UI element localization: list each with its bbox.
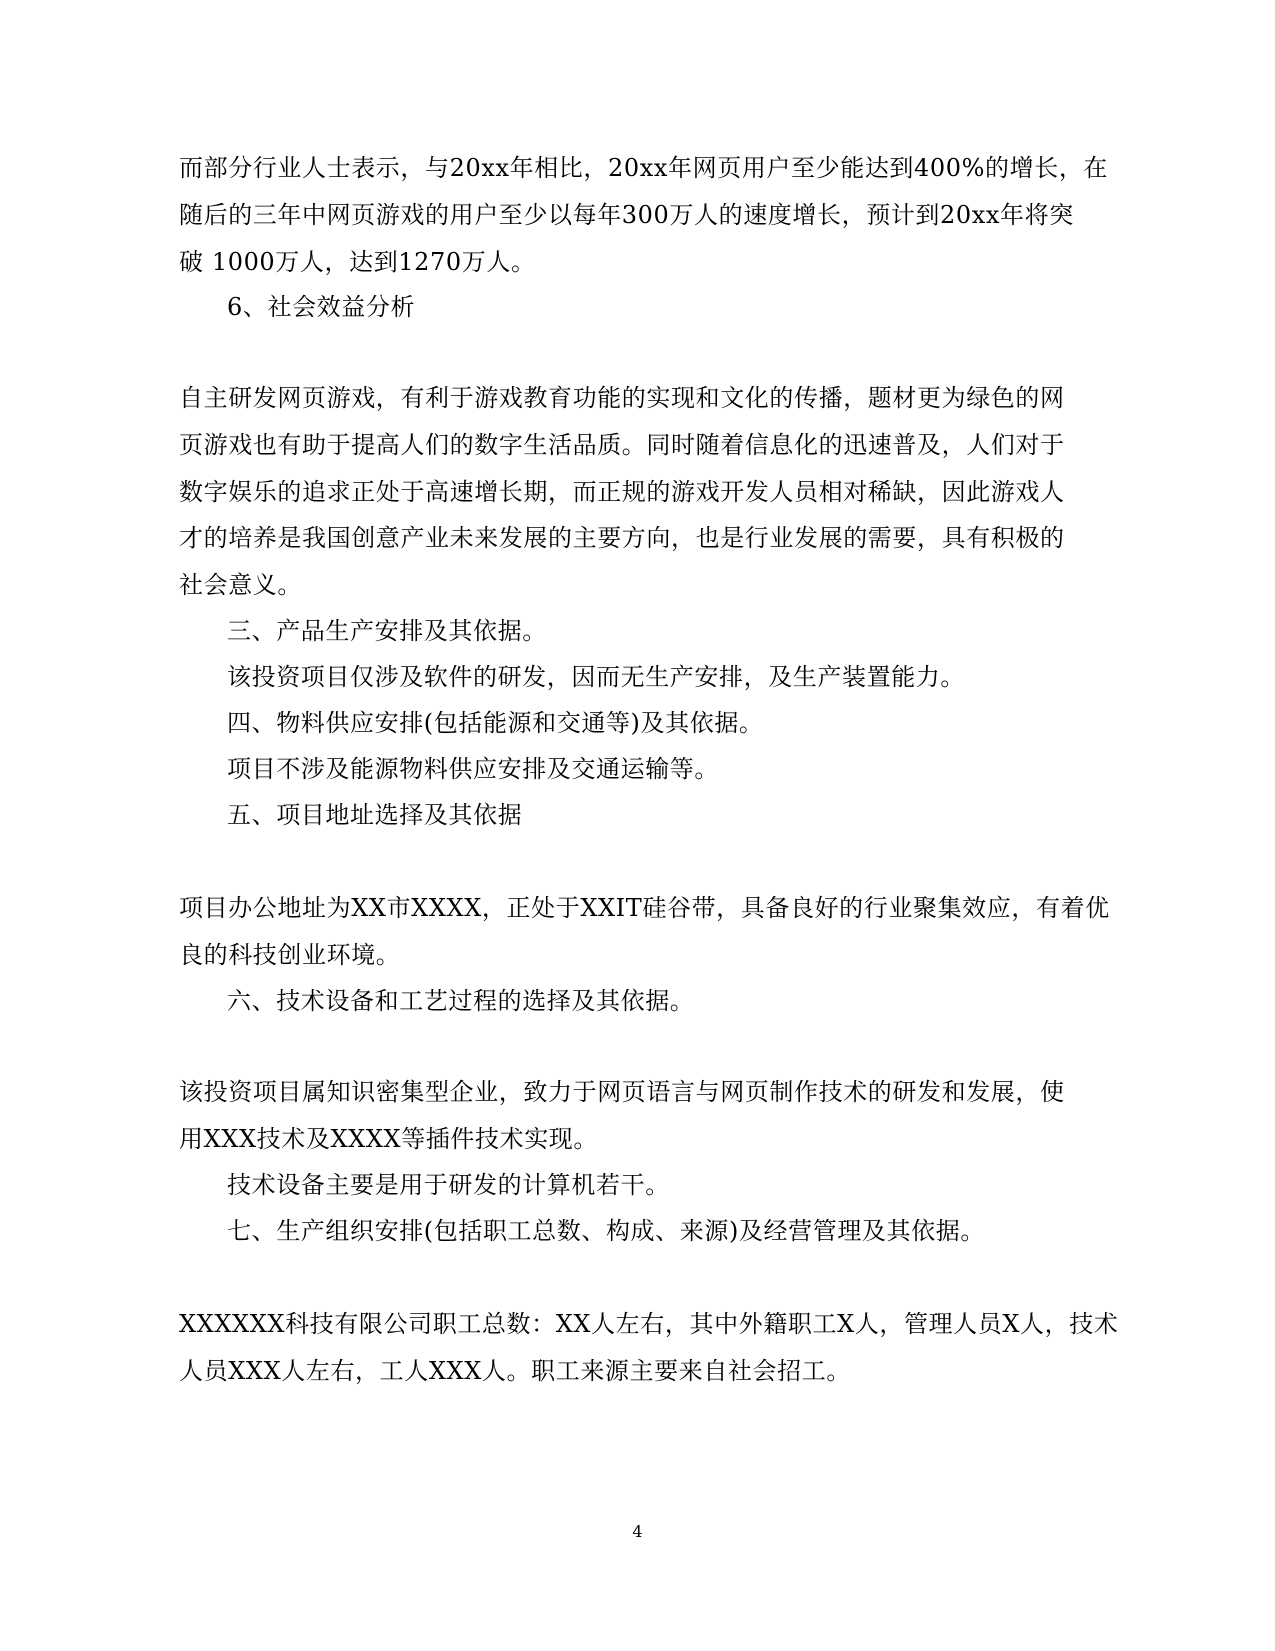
body-text-line: 项目不涉及能源物料供应安排及交通运输等。 [227, 755, 719, 783]
body-text-line: 良的科技创业环境。 [179, 941, 401, 969]
page-number: 4 [632, 1522, 643, 1541]
section-heading: 六、技术设备和工艺过程的选择及其依据。 [227, 987, 695, 1015]
body-text-line: 数字娱乐的追求正处于高速增长期，而正规的游戏开发人员相对稀缺，因此游戏人 [179, 478, 1065, 506]
section-heading: 四、物料供应安排(包括能源和交通等)及其依据。 [227, 709, 764, 737]
section-heading: 五、项目地址选择及其依据 [227, 801, 523, 829]
body-text-line: 随后的三年中网页游戏的用户至少以每年300万人的速度增长，预计到20xx年将突 [179, 201, 1074, 229]
body-text-line: 社会意义。 [179, 571, 302, 599]
body-text-line: XXXXXX科技有限公司职工总数：XX人左右，其中外籍职工X人，管理人员X人，技术 [179, 1310, 1119, 1338]
body-text-line: 人员XXX人左右，工人XXX人。职工来源主要来自社会招工。 [179, 1357, 851, 1385]
body-text-line: 该投资项目仅涉及软件的研发，因而无生产安排，及生产装置能力。 [227, 663, 965, 691]
body-text-line: 页游戏也有助于提高人们的数字生活品质。同时随着信息化的迅速普及，人们对于 [179, 431, 1065, 459]
section-heading: 三、产品生产安排及其依据。 [227, 617, 547, 645]
body-text-line: 技术设备主要是用于研发的计算机若干。 [227, 1171, 670, 1199]
body-text-line: 该投资项目属知识密集型企业，致力于网页语言与网页制作技术的研发和发展，使 [179, 1078, 1065, 1106]
body-text-line: 破 1000万人，达到1270万人。 [179, 248, 536, 276]
body-text-line: 才的培养是我国创意产业未来发展的主要方向，也是行业发展的需要，具有积极的 [179, 524, 1065, 552]
body-text-line: 用XXX技术及XXXX等插件技术实现。 [179, 1125, 599, 1153]
section-heading: 6、社会效益分析 [227, 293, 416, 321]
section-heading: 七、生产组织安排(包括职工总数、构成、来源)及经营管理及其依据。 [227, 1217, 985, 1245]
body-text-line: 项目办公地址为XX市XXXX，正处于XXIT硅谷带，具备良好的行业聚集效应，有着优 [179, 894, 1110, 922]
body-text-line: 自主研发网页游戏，有利于游戏教育功能的实现和文化的传播，题材更为绿色的网 [179, 384, 1065, 412]
body-text-line: 而部分行业人士表示，与20xx年相比，20xx年网页用户至少能达到400%的增长，在 [179, 154, 1109, 182]
